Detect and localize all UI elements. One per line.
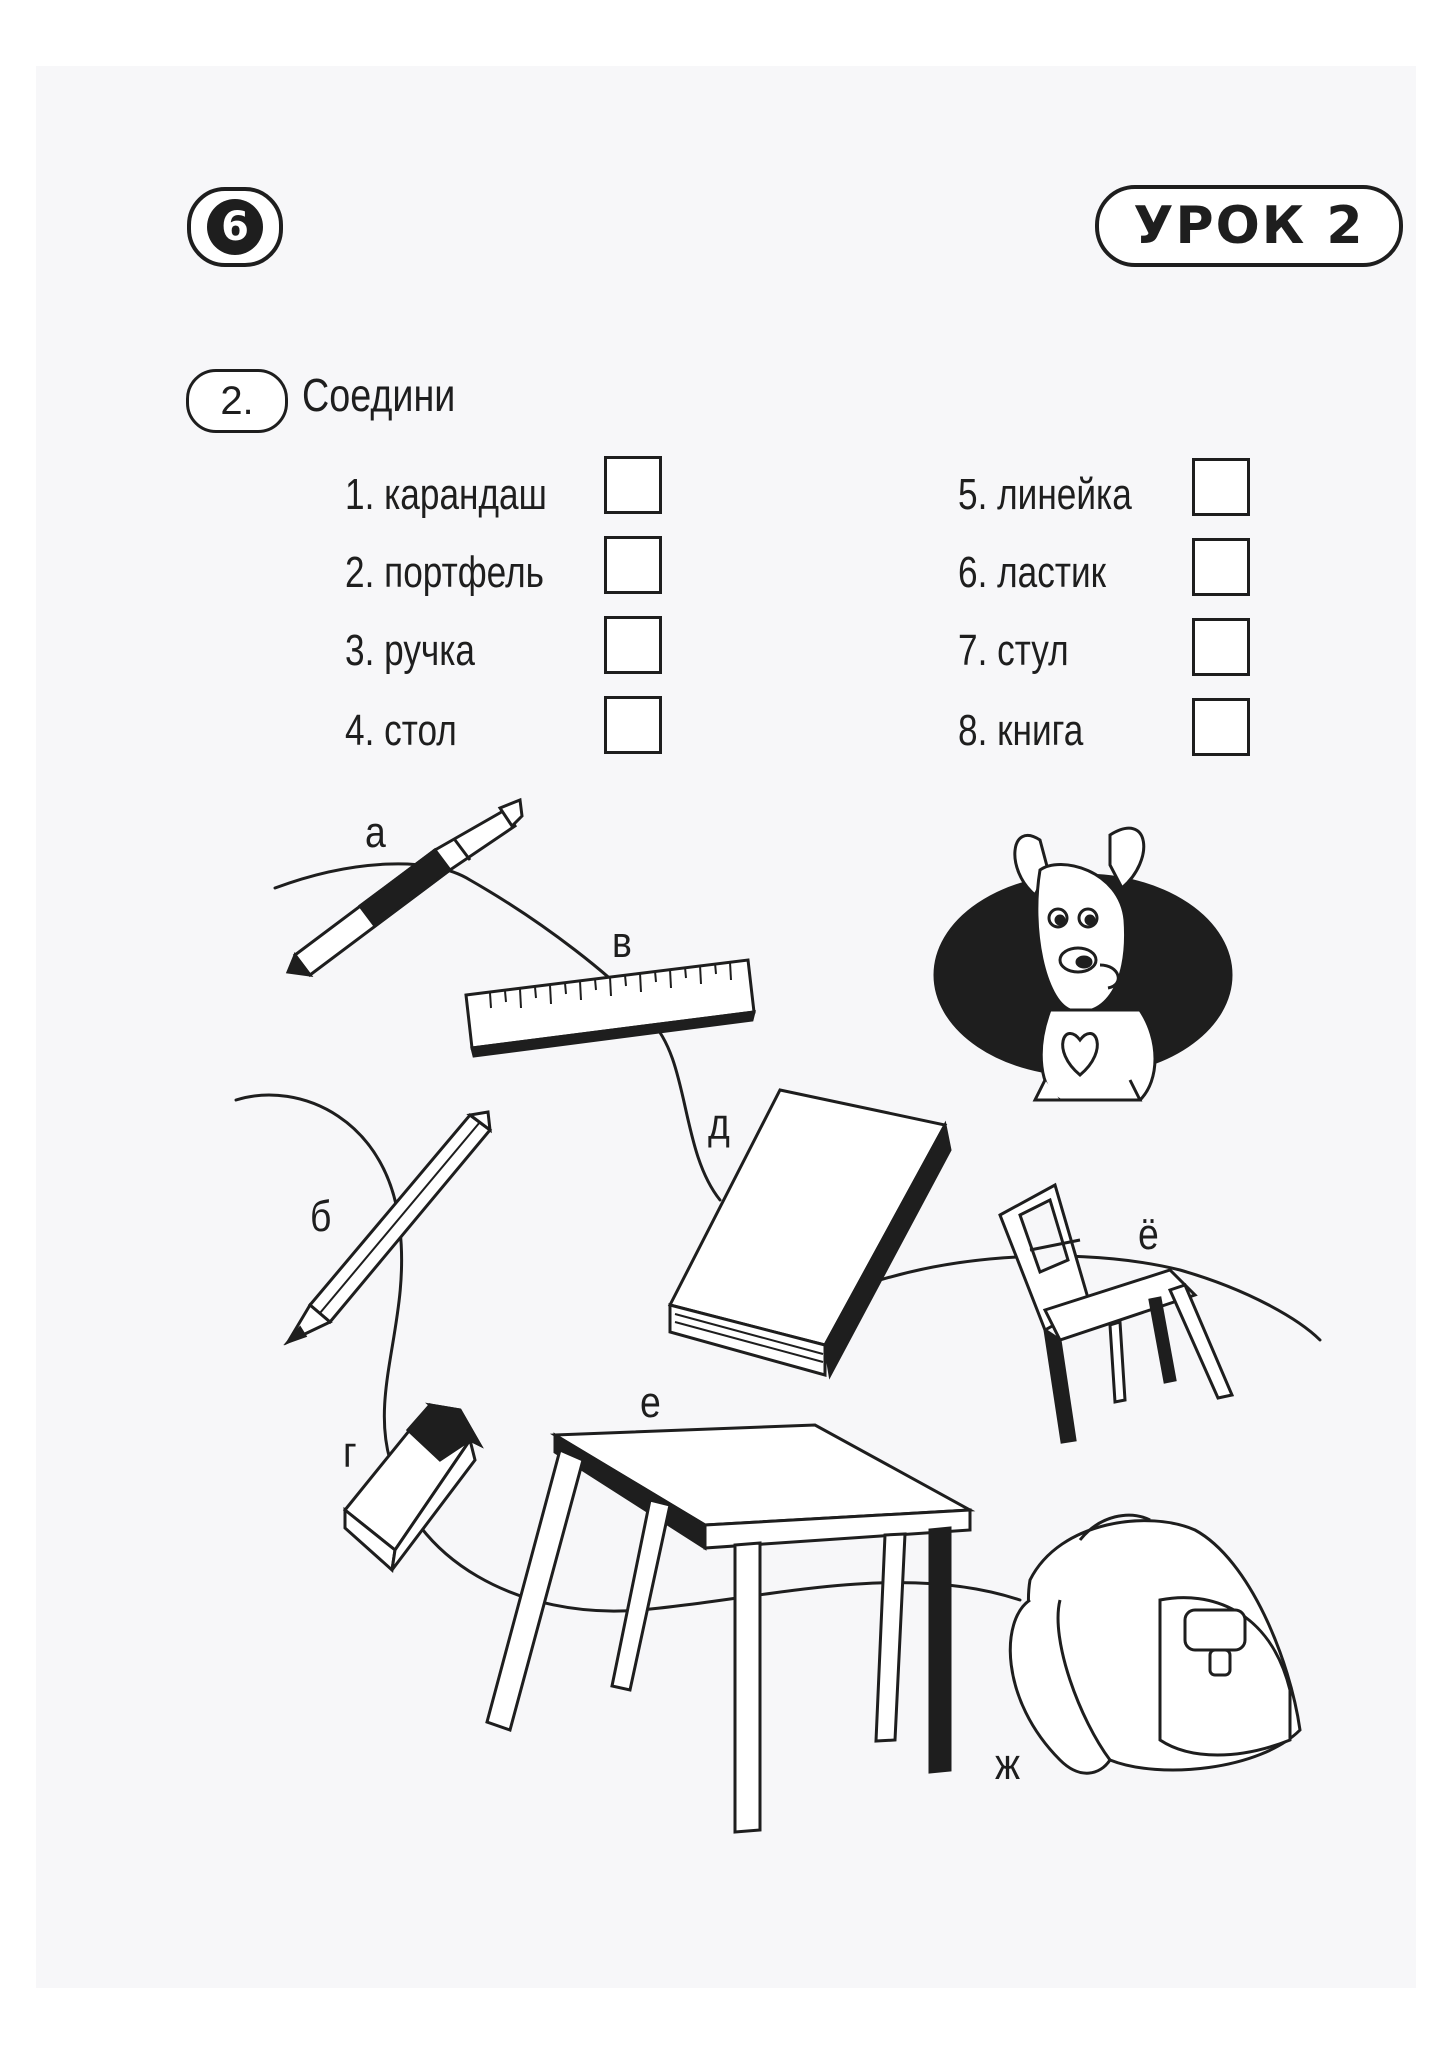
ruler-icon: [466, 960, 754, 1056]
letter-schoolbag: ж: [995, 1740, 1021, 1789]
task-number: 2.: [186, 369, 288, 433]
pen-icon: [288, 800, 522, 975]
eraser-icon: [345, 1405, 480, 1570]
letter-eraser: г: [343, 1428, 357, 1477]
lesson-badge: УРОК 2: [1095, 185, 1403, 267]
word-item-book: 8. книга: [958, 706, 1084, 755]
word-item-pencil: 1. карандаш: [345, 470, 547, 519]
letter-pen: а: [365, 808, 386, 857]
word-item-schoolbag: 2. портфель: [345, 548, 544, 597]
word-item-ruler: 5. линейка: [958, 470, 1132, 519]
word-item-eraser: 6. ластик: [958, 548, 1107, 597]
letter-table: е: [640, 1378, 661, 1427]
letter-book: д: [708, 1100, 730, 1149]
schoolbag-icon: [1010, 1515, 1300, 1773]
letter-chair: ё: [1138, 1210, 1159, 1259]
dog-icon: [935, 828, 1231, 1100]
word-item-chair: 7. стул: [958, 626, 1069, 675]
word-item-table: 4. стол: [345, 706, 457, 755]
task-title: Соедини: [302, 369, 456, 421]
chair-icon: [1000, 1185, 1232, 1442]
letter-pencil: б: [310, 1192, 332, 1241]
page-number: 6: [221, 204, 249, 250]
table-icon: [487, 1425, 970, 1832]
word-item-pen: 3. ручка: [345, 626, 476, 675]
letter-ruler: в: [612, 918, 632, 967]
